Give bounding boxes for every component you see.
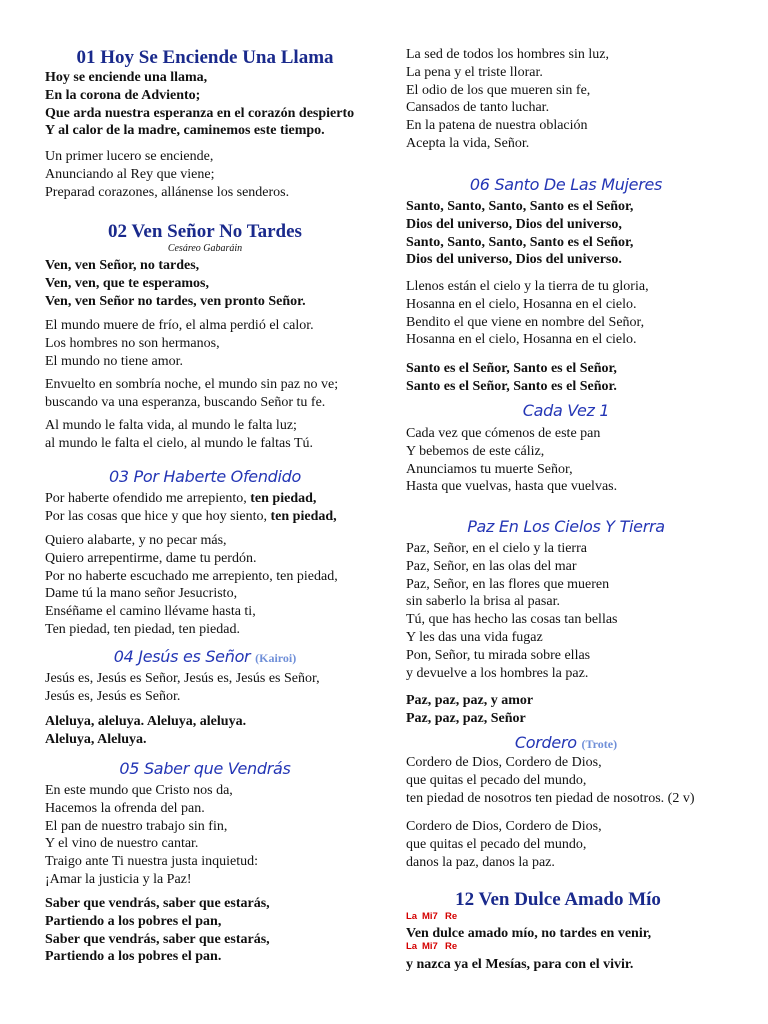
- lyric-line: La sed de todos los hombres sin luz,: [406, 47, 609, 62]
- lyric-line: Aleluya, aleluya. Aleluya, aleluya.: [45, 714, 247, 729]
- lyric-line: y nazca ya el Mesías, para con el vivir.: [406, 957, 634, 972]
- lyric-line: Aleluya, Aleluya.: [45, 731, 147, 747]
- chord-row: [406, 912, 466, 922]
- lyric-line: Y al calor de la madre, caminemos este tiempo.: [45, 123, 325, 139]
- lyric-line: que quitas el pecado del mundo,: [406, 772, 587, 788]
- lyric-line: Llenos están el cielo y la tierra de tu gloria,: [406, 279, 649, 294]
- chord: Mi7: [422, 911, 438, 922]
- lyric-line: y devuelve a los hombres la paz.: [406, 665, 589, 681]
- song-title-cada-vez: Cada Vez 1: [522, 401, 610, 420]
- chorus-04: [45, 713, 246, 749]
- lyric-line: Que arda nuestra esperanza en el corazón despierto: [45, 105, 355, 121]
- verse-03: [45, 532, 338, 639]
- song-title-01: 01 Hoy Se Enciende Una Llama: [76, 47, 334, 68]
- song-note: (Trote): [581, 737, 618, 751]
- verse-02-2: [45, 376, 338, 412]
- lyric-line: Hasta que vuelvas, hasta que vuelvas.: [406, 479, 618, 495]
- lyric-line: Ven dulce amado mío, no tardes en venir,: [406, 926, 652, 941]
- lyric-line: Bendito el que viene en nombre del Señor,: [406, 314, 645, 330]
- lyric-line: [45, 490, 337, 508]
- lyric-line: Dame tú la mano señor Jesucristo,: [45, 586, 238, 602]
- song-title-06: 06 Santo De Las Mujeres: [469, 175, 663, 194]
- verse-paz: [406, 540, 618, 682]
- lyric-line: Enséñame el camino llévame hasta ti,: [45, 604, 256, 620]
- lyric-line: El odio de los que mueren sin fe,: [406, 82, 591, 98]
- lyric-refrain: ten piedad,: [250, 491, 317, 506]
- song-title-text: Cordero: [514, 733, 577, 752]
- chorus-02: [45, 257, 306, 310]
- lyric-line: Cordero de Dios, Cordero de Dios,: [406, 755, 602, 770]
- verse-01: [45, 148, 289, 201]
- lyric-line: Acepta la vida, Señor.: [406, 135, 530, 151]
- lyric-line: Y bebemos de este cáliz,: [406, 443, 545, 459]
- song-note: (Kairoi): [255, 651, 297, 665]
- chord: La: [406, 941, 418, 952]
- lyric-line: Ven, ven, que te esperamos,: [45, 275, 209, 291]
- lyric-line: Preparad corazones, allánense los senderos.: [45, 184, 290, 200]
- lyric-line: Paz, Señor, en las olas del mar: [406, 558, 577, 574]
- verse-cada-vez: [406, 425, 617, 496]
- lyric-line: Y les das una vida fugaz: [406, 629, 543, 645]
- song-title-cordero: [406, 732, 726, 754]
- lyric-line: Tú, que has hecho las cosas tan bellas: [406, 612, 618, 628]
- chord: Mi7: [422, 941, 438, 952]
- lyric-line: Traigo ante Ti nuestra justa inquietud:: [45, 854, 258, 870]
- chorus-06: [406, 198, 633, 269]
- chorus-paz: [406, 692, 533, 728]
- lyric-text: Por haberte ofendido me arrepiento,: [45, 491, 251, 506]
- lyric-line: Ven, ven Señor, no tardes,: [45, 258, 200, 273]
- song-title-03: 03 Por Haberte Ofendido: [108, 467, 302, 486]
- lyric-text: Por las cosas que hice y que hoy siento,: [45, 508, 271, 524]
- lyric-line: Santo es el Señor, Santo es el Señor.: [406, 378, 617, 394]
- verse-cordero-2: [406, 818, 602, 871]
- lyric-line: al mundo le falta el cielo, al mundo le faltas Tú.: [45, 435, 313, 451]
- lyric-line: Paz, paz, paz, y amor: [406, 693, 534, 708]
- lyric-refrain: ten piedad,: [270, 508, 337, 524]
- verse-04: [45, 670, 320, 706]
- lyric-line: Jesús es, Jesús es Señor, Jesús es, Jesús es Señor,: [45, 671, 320, 686]
- song-title-05: 05 Saber que Vendrás: [119, 759, 291, 778]
- lyric-line: Paz, Señor, en el cielo y la tierra: [406, 541, 587, 556]
- lyric-line: Jesús es, Jesús es Señor.: [45, 688, 181, 704]
- lyric-line: Quiero arrepentirme, dame tu perdón.: [45, 550, 257, 566]
- lyric-line: Saber que vendrás, saber que estarás,: [45, 931, 270, 947]
- song-title-02: 02 Ven Señor No Tardes: [108, 221, 302, 242]
- lyric-line: Santo es el Señor, Santo es el Señor,: [406, 361, 617, 376]
- song-title-12: 12 Ven Dulce Amado Mío: [455, 889, 661, 910]
- lyric-line: Cada vez que cómenos de este pan: [406, 426, 601, 441]
- lyric-line: Hoy se enciende una llama,: [45, 70, 208, 85]
- lyric-line: que quitas el pecado del mundo,: [406, 836, 587, 852]
- lyric-line: Envuelto en sombría noche, el mundo sin paz no ve;: [45, 377, 339, 392]
- lyric-line: Los hombres no son hermanos,: [45, 335, 220, 351]
- lyric-line: danos la paz, danos la paz.: [406, 854, 555, 870]
- lyric-line: Dios del universo, Dios del universo.: [406, 252, 622, 268]
- lyric-line: Partiendo a los pobres el pan.: [45, 949, 222, 965]
- lyric-line: Pon, Señor, tu mirada sobre ellas: [406, 647, 591, 663]
- lyric-line: Hosanna en el cielo, Hosanna en el cielo.: [406, 296, 637, 312]
- lyric-line: Cordero de Dios, Cordero de Dios,: [406, 819, 602, 834]
- chord: Re: [445, 911, 458, 922]
- song-title-04: [45, 646, 365, 668]
- lyric-line: Santo, Santo, Santo, Santo es el Señor,: [406, 234, 634, 250]
- lyric-line: Ven, ven Señor no tardes, ven pronto Señor.: [45, 293, 306, 309]
- verse-02-1: [45, 317, 314, 370]
- verse-cordero-1: [406, 754, 695, 807]
- song-title-text: 04 Jesús es Señor: [113, 647, 251, 666]
- lyric-line: [45, 508, 337, 526]
- lyric-line: Anunciando al Rey que viene;: [45, 166, 215, 182]
- verse-05-2: [406, 46, 609, 153]
- lyric-line: Dios del universo, Dios del universo,: [406, 216, 622, 232]
- verse-06: [406, 278, 649, 349]
- lyric-line: Partiendo a los pobres el pan,: [45, 913, 222, 929]
- lyric-line: Un primer lucero se enciende,: [45, 149, 214, 164]
- song-author: Cesáreo Gabaráin: [167, 243, 243, 254]
- song-title-paz: Paz En Los Cielos Y Tierra: [467, 517, 665, 536]
- lyric-line: Al mundo le falta vida, al mundo le falta luz;: [45, 418, 297, 433]
- lyric-line: Quiero alabarte, y no pecar más,: [45, 533, 227, 548]
- lyric-line: Hacemos la ofrenda del pan.: [45, 800, 205, 816]
- lyric-line: En este mundo que Cristo nos da,: [45, 783, 233, 798]
- lyric-line: Paz, paz, paz, Señor: [406, 710, 526, 726]
- chord: La: [406, 911, 418, 922]
- lyric-line: ¡Amar la justicia y la Paz!: [45, 871, 192, 887]
- lyric-line: sin saberlo la brisa al pasar.: [406, 594, 560, 610]
- lyric-line: Y el vino de nuestro cantar.: [45, 836, 199, 852]
- lyric-line: El mundo muere de frío, el alma perdió el calor.: [45, 318, 314, 333]
- lyric-line: En la corona de Adviento;: [45, 87, 201, 103]
- verse-05-1: [45, 782, 258, 889]
- lyric-line: Santo, Santo, Santo, Santo es el Señor,: [406, 199, 634, 214]
- chorus-05: [45, 895, 270, 966]
- lyric-line: buscando va una esperanza, buscando Señor tu fe.: [45, 394, 326, 410]
- lyric-line: La pena y el triste llorar.: [406, 64, 543, 80]
- chorus-03: [45, 490, 337, 526]
- lyric-line: Ten piedad, ten piedad, ten piedad.: [45, 621, 240, 637]
- coda-06: [406, 360, 617, 396]
- chorus-01: [45, 69, 354, 140]
- lyric-line: El mundo no tiene amor.: [45, 353, 184, 369]
- lyric-block-12-2: [406, 956, 633, 974]
- lyric-line: En la patena de nuestra oblación: [406, 118, 588, 134]
- lyric-line: Saber que vendrás, saber que estarás,: [45, 896, 270, 911]
- lyric-line: Por no haberte escuchado me arrepiento, ten piedad,: [45, 568, 338, 584]
- chord: Re: [445, 941, 458, 952]
- verse-02-3: [45, 417, 313, 453]
- lyric-line: Cansados de tanto luchar.: [406, 100, 550, 116]
- lyric-line: Anunciamos tu muerte Señor,: [406, 461, 573, 477]
- lyric-line: Hosanna en el cielo, Hosanna en el cielo.: [406, 332, 637, 348]
- lyric-block-12-1: [406, 925, 651, 943]
- lyric-line: ten piedad de nosotros ten piedad de nosotros. (2 v): [406, 790, 695, 806]
- lyric-line: Paz, Señor, en las flores que mueren: [406, 576, 610, 592]
- lyric-line: El pan de nuestro trabajo sin fin,: [45, 818, 228, 834]
- chord-row: [406, 942, 466, 952]
